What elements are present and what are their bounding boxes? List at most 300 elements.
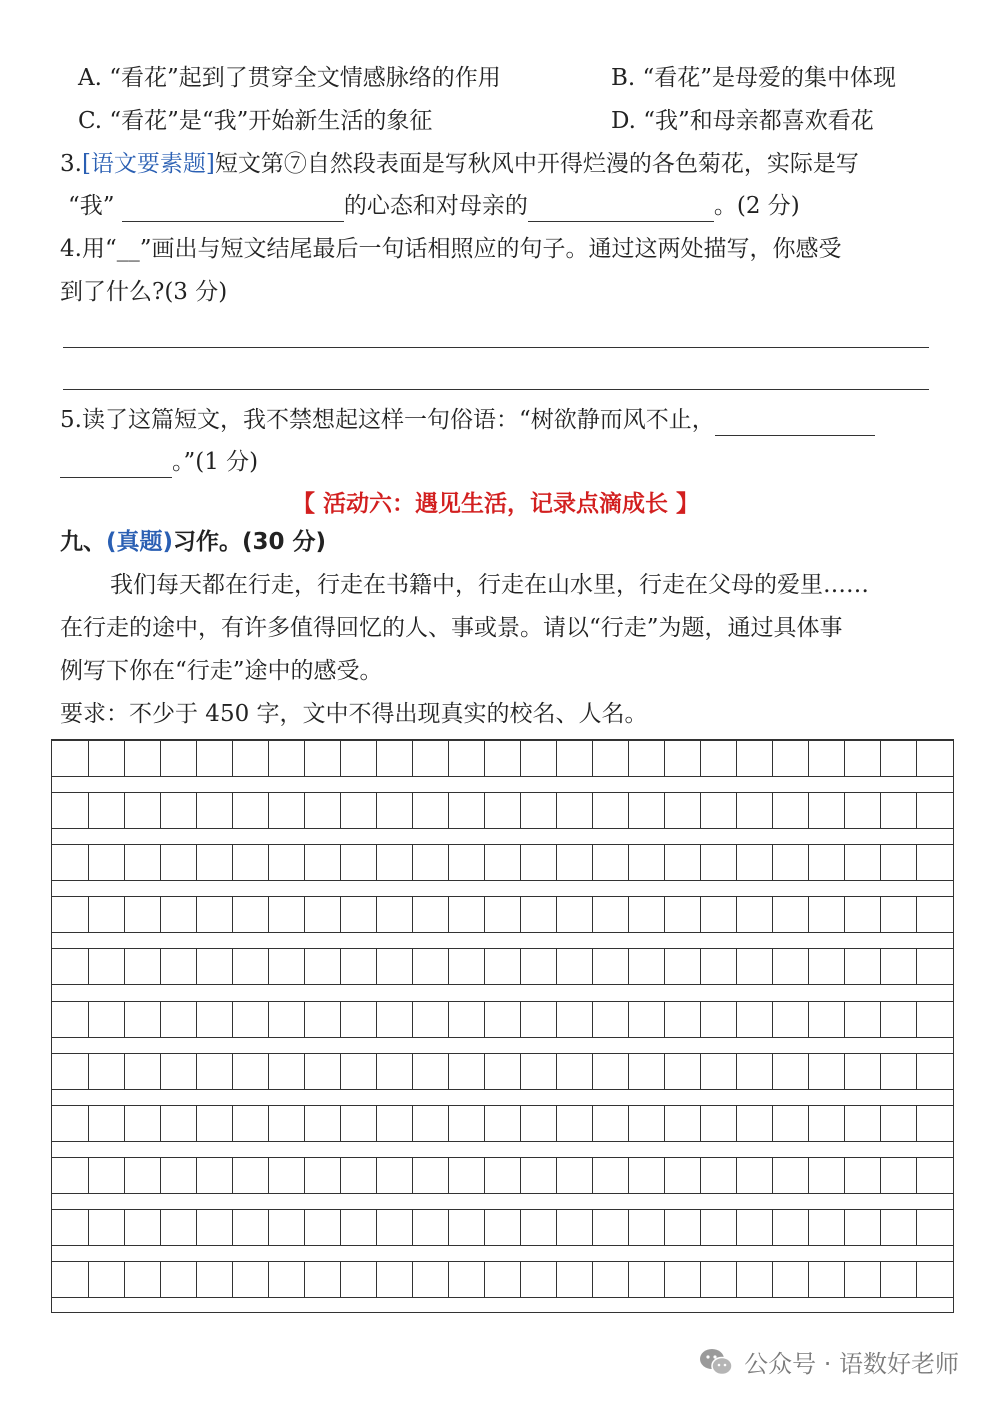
grid-cell[interactable] [376, 1158, 377, 1193]
grid-cell[interactable] [916, 1002, 917, 1037]
grid-cell[interactable] [592, 949, 593, 984]
grid-cell[interactable] [880, 793, 881, 828]
grid-cell[interactable] [916, 1054, 917, 1089]
grid-cell[interactable] [880, 1106, 881, 1141]
grid-cell[interactable] [556, 949, 557, 984]
grid-cell[interactable] [340, 897, 341, 932]
grid-cell[interactable] [556, 793, 557, 828]
grid-cell[interactable] [592, 1262, 593, 1297]
grid-cell[interactable] [556, 741, 557, 776]
grid-cell[interactable] [124, 897, 125, 932]
grid-row[interactable] [52, 1105, 953, 1142]
grid-cell[interactable] [412, 1106, 413, 1141]
grid-cell[interactable] [304, 1054, 305, 1089]
grid-cell[interactable] [448, 1158, 449, 1193]
answer-blank[interactable] [528, 197, 714, 222]
grid-cell[interactable] [412, 1210, 413, 1245]
grid-cell[interactable] [628, 1002, 629, 1037]
grid-cell[interactable] [160, 897, 161, 932]
grid-cell[interactable] [412, 793, 413, 828]
grid-cell[interactable] [232, 1054, 233, 1089]
prompt-line: 例写下你在“行走”途中的感受。 [60, 658, 383, 684]
grid-cell[interactable] [700, 1210, 701, 1245]
grid-cell[interactable] [556, 845, 557, 880]
grid-cell[interactable] [484, 1262, 485, 1297]
grid-cell[interactable] [232, 1210, 233, 1245]
grid-cell[interactable] [736, 1210, 737, 1245]
grid-cell[interactable] [448, 1054, 449, 1089]
grid-cell[interactable] [412, 1158, 413, 1193]
grid-cell[interactable] [232, 949, 233, 984]
grid-cell[interactable] [268, 845, 269, 880]
grid-cell[interactable] [340, 1002, 341, 1037]
grid-cell[interactable] [376, 949, 377, 984]
grid-cell[interactable] [268, 1054, 269, 1089]
grid-row[interactable] [52, 1001, 953, 1038]
grid-cell[interactable] [808, 1106, 809, 1141]
grid-cell[interactable] [916, 1210, 917, 1245]
grid-cell[interactable] [160, 1158, 161, 1193]
grid-cell[interactable] [88, 949, 89, 984]
grid-cell[interactable] [772, 1002, 773, 1037]
grid-cell[interactable] [304, 949, 305, 984]
grid-cell[interactable] [664, 897, 665, 932]
grid-cell[interactable] [700, 1054, 701, 1089]
grid-cell[interactable] [844, 949, 845, 984]
grid-cell[interactable] [124, 949, 125, 984]
grid-cell[interactable] [700, 1158, 701, 1193]
grid-cell[interactable] [844, 1158, 845, 1193]
grid-cell[interactable] [700, 897, 701, 932]
grid-cell[interactable] [268, 897, 269, 932]
grid-cell[interactable] [196, 1054, 197, 1089]
grid-cell[interactable] [340, 949, 341, 984]
grid-cell[interactable] [376, 1262, 377, 1297]
question-5-line2 [60, 446, 258, 478]
grid-cell[interactable] [628, 1054, 629, 1089]
grid-cell[interactable] [448, 1262, 449, 1297]
grid-cell[interactable] [448, 741, 449, 776]
grid-cell[interactable] [520, 949, 521, 984]
grid-cell[interactable] [664, 793, 665, 828]
grid-cell[interactable] [736, 1158, 737, 1193]
grid-cell[interactable] [520, 741, 521, 776]
grid-cell[interactable] [484, 949, 485, 984]
grid-cell[interactable] [88, 1262, 89, 1297]
grid-cell[interactable] [520, 1106, 521, 1141]
grid-cell[interactable] [880, 1002, 881, 1037]
question-3-line1 [60, 148, 859, 180]
grid-cell[interactable] [880, 949, 881, 984]
question-4-line1: 4.用“__”画出与短文结尾最后一句话相照应的句子。通过这两处描写，你感受 [60, 236, 842, 262]
grid-cell[interactable] [232, 793, 233, 828]
grid-cell[interactable] [448, 1002, 449, 1037]
grid-cell[interactable] [628, 1262, 629, 1297]
grid-cell[interactable] [376, 1054, 377, 1089]
grid-cell[interactable] [664, 845, 665, 880]
grid-cell[interactable] [592, 1002, 593, 1037]
grid-row[interactable] [52, 1209, 953, 1246]
grid-cell[interactable] [664, 1158, 665, 1193]
grid-cell[interactable] [556, 1158, 557, 1193]
grid-cell[interactable] [880, 897, 881, 932]
grid-cell[interactable] [88, 741, 89, 776]
grid-cell[interactable] [844, 1262, 845, 1297]
grid-cell[interactable] [592, 845, 593, 880]
grid-cell[interactable] [304, 1158, 305, 1193]
grid-cell[interactable] [772, 1054, 773, 1089]
grid-cell[interactable] [916, 949, 917, 984]
grid-cell[interactable] [304, 1262, 305, 1297]
grid-cell[interactable] [268, 949, 269, 984]
grid-cell[interactable] [808, 897, 809, 932]
grid-cell[interactable] [880, 1210, 881, 1245]
grid-cell[interactable] [124, 793, 125, 828]
grid-cell[interactable] [376, 845, 377, 880]
grid-cell[interactable] [772, 1210, 773, 1245]
grid-cell[interactable] [232, 845, 233, 880]
grid-cell[interactable] [268, 1262, 269, 1297]
grid-cell[interactable] [232, 1002, 233, 1037]
grid-cell[interactable] [736, 1002, 737, 1037]
grid-cell[interactable] [160, 845, 161, 880]
grid-cell[interactable] [196, 793, 197, 828]
grid-cell[interactable] [736, 1262, 737, 1297]
grid-cell[interactable] [736, 1054, 737, 1089]
question-text: 短文第⑦自然段表面是写秋风中开得烂漫的各色菊花，实际是写 [214, 151, 859, 177]
grid-row[interactable] [52, 1261, 953, 1298]
grid-cell[interactable] [412, 949, 413, 984]
grid-cell[interactable] [880, 1158, 881, 1193]
grid-cell[interactable] [808, 793, 809, 828]
grid-cell[interactable] [592, 1106, 593, 1141]
grid-cell[interactable] [664, 1262, 665, 1297]
grid-cell[interactable] [808, 1262, 809, 1297]
grid-cell[interactable] [448, 1106, 449, 1141]
grid-cell[interactable] [628, 741, 629, 776]
grid-cell[interactable] [664, 1210, 665, 1245]
grid-cell[interactable] [628, 1106, 629, 1141]
grid-cell[interactable] [844, 741, 845, 776]
grid-cell[interactable] [304, 845, 305, 880]
grid-cell[interactable] [520, 1158, 521, 1193]
grid-cell[interactable] [412, 1054, 413, 1089]
answer-line[interactable] [63, 389, 929, 390]
grid-cell[interactable] [520, 897, 521, 932]
grid-cell[interactable] [160, 1262, 161, 1297]
grid-cell[interactable] [124, 741, 125, 776]
question-text: “我” [68, 193, 115, 219]
grid-cell[interactable] [88, 1054, 89, 1089]
grid-cell[interactable] [268, 1158, 269, 1193]
grid-cell[interactable] [448, 793, 449, 828]
grid-cell[interactable] [88, 1106, 89, 1141]
grid-cell[interactable] [628, 845, 629, 880]
grid-cell[interactable] [916, 1106, 917, 1141]
grid-cell[interactable] [124, 1106, 125, 1141]
grid-cell[interactable] [808, 1002, 809, 1037]
grid-cell[interactable] [196, 897, 197, 932]
grid-cell[interactable] [520, 1054, 521, 1089]
grid-cell[interactable] [196, 741, 197, 776]
grid-cell[interactable] [268, 741, 269, 776]
grid-cell[interactable] [772, 1106, 773, 1141]
grid-cell[interactable] [772, 949, 773, 984]
grid-cell[interactable] [484, 1106, 485, 1141]
grid-cell[interactable] [88, 1210, 89, 1245]
grid-row[interactable] [52, 896, 953, 933]
grid-cell[interactable] [736, 949, 737, 984]
grid-cell[interactable] [556, 1106, 557, 1141]
grid-cell[interactable] [160, 741, 161, 776]
grid-cell[interactable] [124, 1262, 125, 1297]
grid-cell[interactable] [808, 1054, 809, 1089]
option-b: B. “看花”是母爱的集中体现 [611, 65, 897, 91]
grid-cell[interactable] [232, 897, 233, 932]
grid-cell[interactable] [844, 1002, 845, 1037]
grid-cell[interactable] [196, 845, 197, 880]
grid-cell[interactable] [124, 1158, 125, 1193]
grid-cell[interactable] [412, 897, 413, 932]
grid-cell[interactable] [268, 1210, 269, 1245]
grid-cell[interactable] [376, 897, 377, 932]
grid-cell[interactable] [556, 1262, 557, 1297]
grid-cell[interactable] [196, 1210, 197, 1245]
grid-row[interactable] [52, 792, 953, 829]
grid-row[interactable] [52, 948, 953, 985]
grid-cell[interactable] [628, 897, 629, 932]
grid-cell[interactable] [880, 1262, 881, 1297]
grid-row[interactable] [52, 1157, 953, 1194]
grid-cell[interactable] [88, 1158, 89, 1193]
grid-cell[interactable] [700, 845, 701, 880]
grid-row[interactable] [52, 740, 953, 777]
grid-cell[interactable] [628, 1158, 629, 1193]
grid-cell[interactable] [592, 897, 593, 932]
grid-cell[interactable] [196, 949, 197, 984]
grid-cell[interactable] [160, 793, 161, 828]
grid-cell[interactable] [736, 1106, 737, 1141]
question-score: 。”(1 分) [172, 449, 259, 475]
grid-cell[interactable] [484, 1158, 485, 1193]
question-5-line1 [60, 404, 875, 436]
grid-cell[interactable] [916, 793, 917, 828]
grid-cell[interactable] [124, 1054, 125, 1089]
grid-cell[interactable] [700, 949, 701, 984]
grid-cell[interactable] [196, 1002, 197, 1037]
option-c: C. “看花”是“我”开始新生活的象征 [78, 108, 433, 134]
grid-cell[interactable] [844, 1210, 845, 1245]
grid-cell[interactable] [664, 1002, 665, 1037]
grid-cell[interactable] [808, 1158, 809, 1193]
grid-cell[interactable] [376, 1106, 377, 1141]
grid-cell[interactable] [232, 1158, 233, 1193]
grid-cell[interactable] [304, 1106, 305, 1141]
grid-cell[interactable] [844, 897, 845, 932]
grid-cell[interactable] [772, 897, 773, 932]
grid-cell[interactable] [556, 1210, 557, 1245]
grid-cell[interactable] [376, 741, 377, 776]
grid-cell[interactable] [304, 1210, 305, 1245]
grid-cell[interactable] [880, 845, 881, 880]
grid-cell[interactable] [808, 1210, 809, 1245]
grid-cell[interactable] [844, 845, 845, 880]
grid-cell[interactable] [268, 793, 269, 828]
grid-cell[interactable] [160, 1054, 161, 1089]
grid-cell[interactable] [340, 793, 341, 828]
grid-cell[interactable] [484, 1210, 485, 1245]
grid-cell[interactable] [700, 741, 701, 776]
grid-cell[interactable] [772, 1158, 773, 1193]
answer-blank[interactable] [60, 453, 172, 478]
grid-cell[interactable] [700, 1106, 701, 1141]
grid-cell[interactable] [484, 845, 485, 880]
grid-cell[interactable] [124, 1002, 125, 1037]
grid-cell[interactable] [448, 1210, 449, 1245]
grid-cell[interactable] [268, 1002, 269, 1037]
writing-grid[interactable] [51, 739, 954, 1313]
grid-cell[interactable] [916, 897, 917, 932]
answer-blank[interactable] [122, 197, 344, 222]
grid-cell[interactable] [592, 1054, 593, 1089]
grid-cell[interactable] [484, 1002, 485, 1037]
grid-cell[interactable] [484, 1054, 485, 1089]
grid-cell[interactable] [340, 1158, 341, 1193]
grid-cell[interactable] [736, 793, 737, 828]
grid-cell[interactable] [412, 845, 413, 880]
grid-row[interactable] [52, 844, 953, 881]
grid-cell[interactable] [88, 1002, 89, 1037]
grid-cell[interactable] [772, 741, 773, 776]
grid-cell[interactable] [592, 1158, 593, 1193]
grid-cell[interactable] [88, 897, 89, 932]
grid-cell[interactable] [196, 1158, 197, 1193]
grid-cell[interactable] [448, 845, 449, 880]
grid-cell[interactable] [556, 1002, 557, 1037]
grid-cell[interactable] [160, 1210, 161, 1245]
grid-cell[interactable] [700, 1002, 701, 1037]
grid-cell[interactable] [340, 845, 341, 880]
grid-cell[interactable] [232, 1262, 233, 1297]
grid-cell[interactable] [484, 741, 485, 776]
grid-cell[interactable] [664, 949, 665, 984]
grid-cell[interactable] [412, 1002, 413, 1037]
grid-cell[interactable] [484, 793, 485, 828]
grid-cell[interactable] [196, 1106, 197, 1141]
grid-cell[interactable] [916, 1262, 917, 1297]
grid-cell[interactable] [340, 1054, 341, 1089]
question-3-line2 [68, 190, 800, 222]
grid-cell[interactable] [448, 949, 449, 984]
grid-cell[interactable] [268, 1106, 269, 1141]
grid-cell[interactable] [160, 1106, 161, 1141]
grid-cell[interactable] [736, 897, 737, 932]
grid-cell[interactable] [916, 1158, 917, 1193]
grid-cell[interactable] [736, 845, 737, 880]
activity-title: 【 活动六：遇见生活，记录点滴成长 】 [291, 491, 699, 517]
grid-cell[interactable] [88, 793, 89, 828]
section-title: 习作。(30 分) [173, 529, 327, 555]
grid-cell[interactable] [808, 949, 809, 984]
grid-cell[interactable] [916, 845, 917, 880]
grid-cell[interactable] [376, 793, 377, 828]
grid-cell[interactable] [700, 1262, 701, 1297]
grid-cell[interactable] [592, 1210, 593, 1245]
section-number: 九、 [60, 529, 106, 555]
grid-cell[interactable] [196, 1262, 197, 1297]
grid-cell[interactable] [160, 949, 161, 984]
grid-cell[interactable] [340, 741, 341, 776]
grid-cell[interactable] [376, 1210, 377, 1245]
grid-cell[interactable] [664, 1106, 665, 1141]
grid-cell[interactable] [124, 1210, 125, 1245]
grid-cell[interactable] [304, 793, 305, 828]
grid-cell[interactable] [664, 741, 665, 776]
grid-cell[interactable] [304, 741, 305, 776]
grid-cell[interactable] [664, 1054, 665, 1089]
grid-cell[interactable] [520, 845, 521, 880]
grid-cell[interactable] [412, 741, 413, 776]
grid-row[interactable] [52, 1053, 953, 1090]
grid-cell[interactable] [808, 741, 809, 776]
question-text: 的心态和对母亲的 [343, 193, 528, 219]
grid-cell[interactable] [880, 741, 881, 776]
grid-cell[interactable] [628, 1210, 629, 1245]
grid-cell[interactable] [556, 897, 557, 932]
grid-cell[interactable] [808, 845, 809, 880]
section-9-heading [60, 526, 326, 558]
grid-cell[interactable] [844, 793, 845, 828]
grid-cell[interactable] [772, 1262, 773, 1297]
grid-cell[interactable] [448, 897, 449, 932]
option-a: A. “看花”起到了贯穿全文情感脉络的作用 [78, 65, 501, 91]
grid-cell[interactable] [520, 1002, 521, 1037]
grid-cell[interactable] [628, 949, 629, 984]
grid-cell[interactable] [844, 1106, 845, 1141]
grid-cell[interactable] [772, 845, 773, 880]
answer-blank[interactable] [715, 411, 875, 436]
grid-cell[interactable] [700, 793, 701, 828]
grid-cell[interactable] [376, 1002, 377, 1037]
grid-cell[interactable] [772, 793, 773, 828]
grid-cell[interactable] [484, 897, 485, 932]
answer-line[interactable] [63, 347, 929, 348]
grid-cell[interactable] [880, 1054, 881, 1089]
grid-cell[interactable] [592, 793, 593, 828]
grid-cell[interactable] [88, 845, 89, 880]
grid-cell[interactable] [844, 1054, 845, 1089]
grid-cell[interactable] [232, 741, 233, 776]
grid-cell[interactable] [736, 741, 737, 776]
grid-cell[interactable] [916, 741, 917, 776]
grid-cell[interactable] [520, 793, 521, 828]
footer-watermark [698, 1344, 959, 1379]
grid-cell[interactable] [124, 845, 125, 880]
grid-cell[interactable] [412, 1262, 413, 1297]
grid-cell[interactable] [160, 1002, 161, 1037]
grid-cell[interactable] [520, 1210, 521, 1245]
grid-cell[interactable] [520, 1262, 521, 1297]
grid-cell[interactable] [304, 897, 305, 932]
grid-cell[interactable] [232, 1106, 233, 1141]
grid-cell[interactable] [340, 1262, 341, 1297]
grid-cell[interactable] [304, 1002, 305, 1037]
grid-cell[interactable] [628, 793, 629, 828]
grid-cell[interactable] [556, 1054, 557, 1089]
grid-cell[interactable] [340, 1106, 341, 1141]
grid-cell[interactable] [592, 741, 593, 776]
grid-cell[interactable] [340, 1210, 341, 1245]
